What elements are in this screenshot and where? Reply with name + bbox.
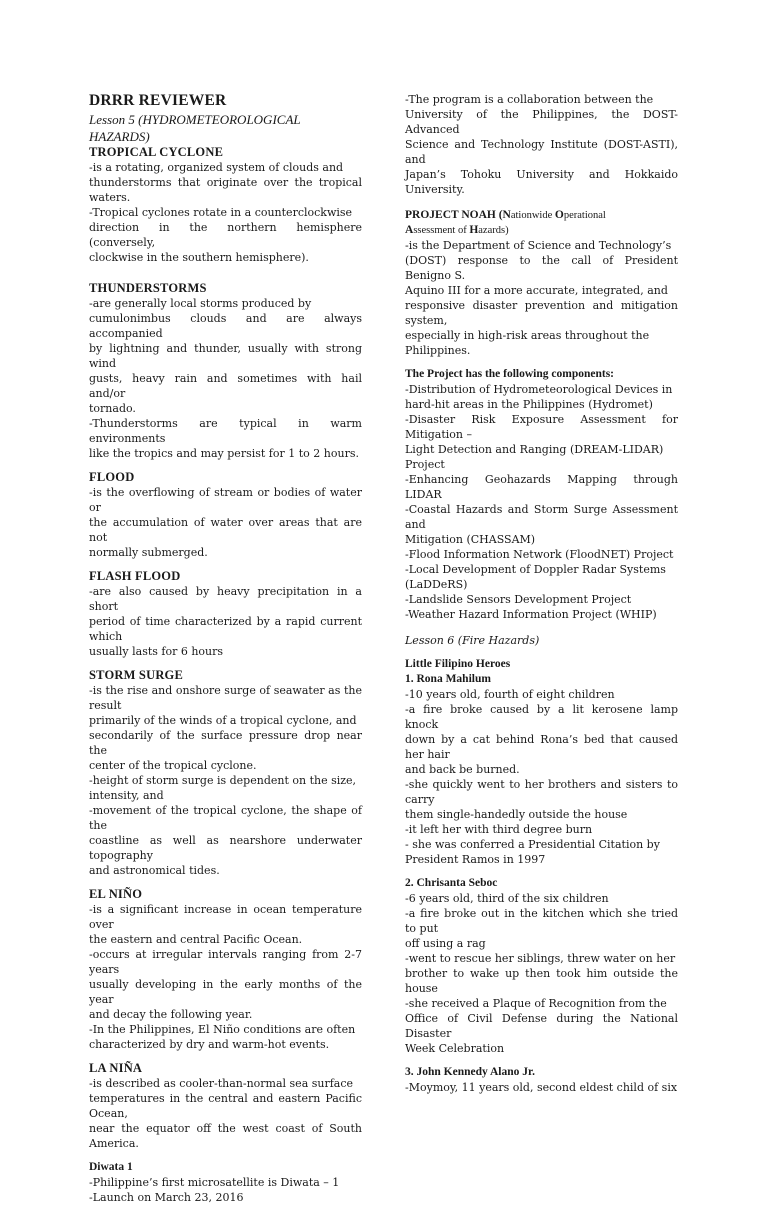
text-line: near the equator off the west coast of South America. <box>89 1122 362 1150</box>
text-line: -Local Development of Doppler Radar Systems <box>405 563 666 576</box>
text-line: down by a cat behind Rona’s bed that caused her hair <box>405 733 678 761</box>
hero-item <box>405 876 678 1056</box>
noah-heading-part: N <box>502 209 511 221</box>
noah-heading-part: PROJECT NOAH ( <box>405 209 503 221</box>
text-line: -is described as cooler-than-normal sea surface <box>89 1077 354 1090</box>
text-line: Project <box>405 458 445 471</box>
text-line: University of the Philippines, the DOST-Advanced <box>405 108 678 136</box>
text-line: and decay the following year. <box>89 1008 253 1021</box>
text-line: Philippines. <box>405 344 471 357</box>
lesson-6-title: Lesson 6 (Fire Hazards) <box>405 634 540 647</box>
hero-item <box>405 1065 678 1095</box>
text-line: secondarily of the surface pressure drop near the <box>89 729 362 757</box>
components-heading: The Project has the following components: <box>405 368 615 380</box>
text-line: period of time characterized by a rapid current which <box>89 615 362 643</box>
lesson-5-subtitle <box>89 111 362 145</box>
section-el-nino <box>89 887 362 1052</box>
section-flood <box>89 470 362 560</box>
section-diwata-1 <box>89 1160 362 1205</box>
text-line: Office of Civil Defense during the National Disaster <box>405 1012 678 1040</box>
text-line: -Launch on March 23, 2016 <box>89 1191 244 1204</box>
text-line: Mitigation (CHASSAM) <box>405 533 536 546</box>
section-heading: FLOOD <box>89 470 135 484</box>
section-heading: LA NIÑA <box>89 1061 143 1075</box>
text-line: especially in high-risk areas throughout the <box>405 329 650 342</box>
text-line: off using a rag <box>405 937 486 950</box>
noah-heading-part: O <box>554 209 564 221</box>
text-line: Week Celebration <box>405 1042 505 1055</box>
text-line: -is the rise and onshore surge of seawater as the result <box>89 684 362 712</box>
text-line: usually developing in the early months of the year <box>89 978 362 1006</box>
text-line: - she was conferred a Presidential Citation by <box>405 838 660 851</box>
text-line: -Moymoy, 11 years old, second eldest child of six <box>405 1081 678 1094</box>
text-line: -she quickly went to her brothers and sisters to carry <box>405 778 678 806</box>
text-line: -10 years old, fourth of eight children <box>405 688 615 701</box>
text-line: -a fire broke out in the kitchen which she tried to put <box>405 907 678 935</box>
text-line: clockwise in the southern hemisphere). <box>89 251 309 264</box>
text-line: -are also caused by heavy precipitation in a short <box>89 585 362 613</box>
text-line: -The program is a collaboration between the <box>405 93 654 106</box>
text-line: Aquino III for a more accurate, integrated, and <box>405 284 668 297</box>
document-title: DRRR REVIEWER <box>89 92 227 109</box>
text-line: -Flood Information Network (FloodNET) Project <box>405 548 674 561</box>
text-line: the eastern and central Pacific Ocean. <box>89 933 303 946</box>
text-line: -Landslide Sensors Development Project <box>405 593 632 606</box>
hero-name: 1. Rona Mahilum <box>405 673 491 685</box>
noah-heading-part: azards) <box>478 225 509 236</box>
text-line: -Tropical cyclones rotate in a counterclockwise <box>89 206 353 219</box>
text-line: -occurs at irregular intervals ranging from 2-7 years <box>89 948 362 976</box>
text-line: center of the tropical cyclone. <box>89 759 257 772</box>
text-line: -Philippine’s first microsatellite is Diwata – 1 <box>89 1176 340 1189</box>
text-line: hard-hit areas in the Philippines (Hydromet) <box>405 398 653 411</box>
text-line: -Distribution of Hydrometeorological Devices in <box>405 383 673 396</box>
noah-heading-part: H <box>469 224 479 236</box>
lesson-5-subtitle-line2: HAZARDS) <box>89 129 150 144</box>
text-line: primarily of the winds of a tropical cyclone, and <box>89 714 357 727</box>
section-program-intro <box>405 92 678 197</box>
text-line: Japan’s Tohoku University and Hokkaido University. <box>405 168 678 196</box>
section-la-nina <box>89 1061 362 1151</box>
section-heading: EL NIÑO <box>89 887 143 901</box>
section-flash-flood <box>89 569 362 659</box>
text-line: intensity, and <box>89 789 164 802</box>
left-column <box>89 92 362 1214</box>
lesson-5-subtitle-line1: Lesson 5 (HYDROMETEOROLOGICAL <box>89 112 301 127</box>
text-line: -is the Department of Science and Technology’s <box>405 239 672 252</box>
text-line: -a fire broke caused by a lit kerosene lamp knock <box>405 703 678 731</box>
section-project-noah <box>405 208 678 358</box>
section-heading: STORM SURGE <box>89 668 184 682</box>
text-line: cumulonimbus clouds and are always accompanied <box>89 312 362 340</box>
noah-heading-part: ssessment of <box>413 225 470 236</box>
text-line: -went to rescue her siblings, threw water on her <box>405 952 676 965</box>
section-storm-surge <box>89 668 362 878</box>
text-line: and back be burned. <box>405 763 520 776</box>
text-line: (LaDDeRS) <box>405 578 468 591</box>
text-line: -is the overflowing of stream or bodies of water or <box>89 486 362 514</box>
text-line: gusts, heavy rain and sometimes with hail and/or <box>89 372 362 400</box>
text-line: -is a rotating, organized system of clouds and <box>89 161 344 174</box>
section-heading: THUNDERSTORMS <box>89 281 207 295</box>
project-noah-heading <box>405 208 678 238</box>
text-line: -6 years old, third of the six children <box>405 892 609 905</box>
text-line: characterized by dry and warm-hot events. <box>89 1038 330 1051</box>
hero-item <box>405 672 678 867</box>
text-line: -is a significant increase in ocean temperature over <box>89 903 362 931</box>
hero-name: 3. John Kennedy Alano Jr. <box>405 1066 535 1078</box>
section-heading: Diwata 1 <box>89 1161 133 1173</box>
text-line: Light Detection and Ranging (DREAM-LIDAR) <box>405 443 664 456</box>
text-line: -height of storm surge is dependent on the size, <box>89 774 357 787</box>
text-line: -Thunderstorms are typical in warm environments <box>89 417 362 445</box>
text-line: -are generally local storms produced by <box>89 297 312 310</box>
text-line: -Weather Hazard Information Project (WHIP) <box>405 608 657 621</box>
hero-name: 2. Chrisanta Seboc <box>405 877 498 889</box>
text-line: brother to wake up then took him outside the house <box>405 967 678 995</box>
text-line: usually lasts for 6 hours <box>89 645 224 658</box>
text-line: -Disaster Risk Exposure Assessment for Mitigation – <box>405 413 678 441</box>
section-thunderstorms <box>89 281 362 461</box>
text-line: responsive disaster prevention and mitigation system, <box>405 299 678 327</box>
text-line: normally submerged. <box>89 546 208 559</box>
text-line: by lightning and thunder, usually with strong wind <box>89 342 362 370</box>
text-line: President Ramos in 1997 <box>405 853 546 866</box>
text-line: thunderstorms that originate over the tropical waters. <box>89 176 362 204</box>
text-line: coastline as well as nearshore underwater topography <box>89 834 362 862</box>
heroes-heading: Little Filipino Heroes <box>405 658 511 670</box>
text-line: and astronomical tides. <box>89 864 220 877</box>
right-column <box>405 92 678 1095</box>
text-line: temperatures in the central and eastern Pacific Ocean, <box>89 1092 362 1120</box>
text-line: -movement of the tropical cyclone, the shape of the <box>89 804 362 832</box>
text-line: -Coastal Hazards and Storm Surge Assessment and <box>405 503 678 531</box>
noah-heading-part: A <box>405 224 414 236</box>
noah-heading-part: ationwide <box>510 210 555 221</box>
section-project-components <box>405 367 678 622</box>
text-line: Science and Technology Institute (DOST-ASTI), and <box>405 138 678 166</box>
noah-heading-part: perational <box>563 210 606 221</box>
text-line: -In the Philippines, El Niño conditions are often <box>89 1023 356 1036</box>
text-line: tornado. <box>89 402 136 415</box>
text-line: the accumulation of water over areas that are not <box>89 516 362 544</box>
text-line: -Enhancing Geohazards Mapping through LIDAR <box>405 473 678 501</box>
text-line: (DOST) response to the call of President Benigno S. <box>405 254 678 282</box>
section-little-filipino-heroes <box>405 657 678 1095</box>
section-tropical-cyclone <box>89 145 362 265</box>
text-line: -it left her with third degree burn <box>405 823 593 836</box>
text-line: -she received a Plaque of Recognition from the <box>405 997 667 1010</box>
text-line: them single-handedly outside the house <box>405 808 628 821</box>
text-line: like the tropics and may persist for 1 to 2 hours. <box>89 447 359 460</box>
section-heading: TROPICAL CYCLONE <box>89 145 224 159</box>
text-line: direction in the northern hemisphere (conversely, <box>89 221 362 249</box>
section-lesson-6 <box>405 633 678 648</box>
section-heading: FLASH FLOOD <box>89 569 181 583</box>
